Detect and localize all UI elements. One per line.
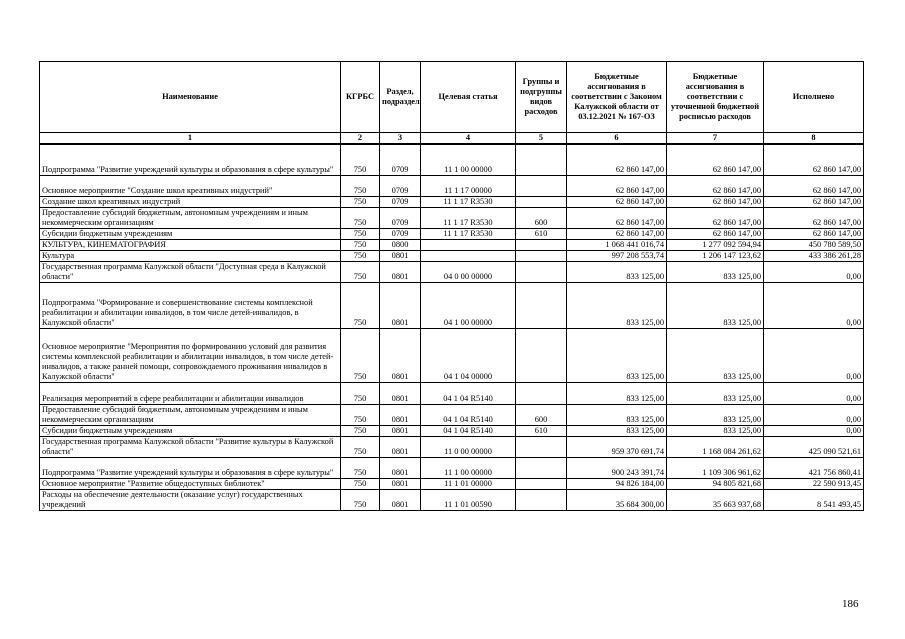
kgrbs-cell: 750 — [341, 382, 380, 404]
group-cell: 600 — [516, 207, 567, 228]
column-number-cell: 4 — [421, 133, 516, 145]
name-cell: Создание школ креативных индустрий — [40, 196, 341, 207]
law-amount-cell: 94 826 184,00 — [567, 478, 667, 489]
table-row — [40, 250, 864, 261]
target-cell: 11 1 17 R3530 — [421, 228, 516, 239]
column-number-cell: 8 — [764, 133, 864, 145]
target-cell: 11 1 17 00000 — [421, 175, 516, 196]
section-cell: 0800 — [380, 239, 421, 250]
name-cell: Расходы на обеспечение деятельности (оказание услуг) государственных учреждений — [40, 489, 341, 510]
refined-amount-cell: 833 125,00 — [667, 425, 764, 436]
table-row — [40, 228, 864, 239]
refined-amount-cell: 1 168 084 261,62 — [667, 436, 764, 457]
table-row — [40, 489, 864, 510]
group-cell — [516, 478, 567, 489]
kgrbs-cell: 750 — [341, 478, 380, 489]
table-row — [40, 261, 864, 282]
law-amount-cell: 833 125,00 — [567, 282, 667, 328]
section-cell: 0709 — [380, 175, 421, 196]
name-cell: Подпрограмма "Развитие учреждений культуры и образования в сфере культуры" — [40, 144, 341, 175]
refined-amount-cell: 833 125,00 — [667, 382, 764, 404]
refined-amount-cell: 62 860 147,00 — [667, 228, 764, 239]
name-cell: Предоставление субсидий бюджетным, автономным учреждениям и иным некоммерческим организациям — [40, 207, 341, 228]
group-cell — [516, 328, 567, 382]
kgrbs-cell: 750 — [341, 207, 380, 228]
name-cell: Основное мероприятие "Мероприятия по формированию условий для развития системы комплексной реабилитации и абилитации инвалидов, в том числе детей-инвалидов, а также ранней помощи, сопровождаемого проживания инвалидов в Калужской области" — [40, 328, 341, 382]
name-cell: Предоставление субсидий бюджетным, автономным учреждениям и иным некоммерческим организациям — [40, 404, 341, 425]
refined-amount-cell: 1 206 147 123,62 — [667, 250, 764, 261]
kgrbs-cell: 750 — [341, 250, 380, 261]
table-row — [40, 196, 864, 207]
column-number-cell: 1 — [40, 133, 341, 145]
refined-amount-cell: 35 663 937,68 — [667, 489, 764, 510]
header-row — [40, 62, 864, 133]
executed-amount-cell: 62 860 147,00 — [764, 196, 864, 207]
refined-amount-cell: 833 125,00 — [667, 404, 764, 425]
law-amount-cell: 62 860 147,00 — [567, 175, 667, 196]
table-row — [40, 207, 864, 228]
kgrbs-cell: 750 — [341, 239, 380, 250]
header-cell: Исполнено — [764, 62, 864, 133]
target-cell: 04 1 04 R5140 — [421, 404, 516, 425]
section-cell: 0801 — [380, 425, 421, 436]
refined-amount-cell: 62 860 147,00 — [667, 175, 764, 196]
group-cell: 610 — [516, 228, 567, 239]
executed-amount-cell: 62 860 147,00 — [764, 175, 864, 196]
table-row — [40, 144, 864, 175]
law-amount-cell: 833 125,00 — [567, 404, 667, 425]
name-cell: Реализация мероприятий в сфере реабилитации и абилитации инвалидов — [40, 382, 341, 404]
section-cell: 0801 — [380, 328, 421, 382]
kgrbs-cell: 750 — [341, 228, 380, 239]
table-row — [40, 425, 864, 436]
executed-amount-cell: 62 860 147,00 — [764, 228, 864, 239]
table-row — [40, 282, 864, 328]
law-amount-cell: 1 068 441 016,74 — [567, 239, 667, 250]
section-cell: 0709 — [380, 196, 421, 207]
target-cell: 11 1 01 00000 — [421, 478, 516, 489]
table-row — [40, 478, 864, 489]
kgrbs-cell: 750 — [341, 175, 380, 196]
group-cell: 600 — [516, 404, 567, 425]
target-cell — [421, 239, 516, 250]
refined-amount-cell: 833 125,00 — [667, 261, 764, 282]
refined-amount-cell: 94 805 821,68 — [667, 478, 764, 489]
executed-amount-cell: 421 756 860,41 — [764, 457, 864, 478]
header-cell: Целевая статья — [421, 62, 516, 133]
kgrbs-cell: 750 — [341, 436, 380, 457]
law-amount-cell: 35 684 300,00 — [567, 489, 667, 510]
header-cell: Бюджетные ассигнования в соответствии с Законом Калужской области от 03.12.2021 № 167-ОЗ — [567, 62, 667, 133]
group-cell: 610 — [516, 425, 567, 436]
law-amount-cell: 62 860 147,00 — [567, 144, 667, 175]
budget-table — [39, 61, 864, 511]
group-cell — [516, 196, 567, 207]
header-cell: Группы и подгруппы видов расходов — [516, 62, 567, 133]
table-row — [40, 328, 864, 382]
law-amount-cell: 62 860 147,00 — [567, 228, 667, 239]
executed-amount-cell: 0,00 — [764, 382, 864, 404]
executed-amount-cell: 450 780 589,50 — [764, 239, 864, 250]
section-cell: 0801 — [380, 489, 421, 510]
group-cell — [516, 239, 567, 250]
target-cell: 11 1 17 R3530 — [421, 207, 516, 228]
law-amount-cell: 900 243 391,74 — [567, 457, 667, 478]
refined-amount-cell: 62 860 147,00 — [667, 207, 764, 228]
name-cell: Подпрограмма "Развитие учреждений культуры и образования в сфере культуры" — [40, 457, 341, 478]
law-amount-cell: 959 370 691,74 — [567, 436, 667, 457]
executed-amount-cell: 0,00 — [764, 404, 864, 425]
refined-amount-cell: 1 109 306 961,62 — [667, 457, 764, 478]
header-cell: КГРБС — [341, 62, 380, 133]
name-cell: Государственная программа Калужской области "Доступная среда в Калужской области" — [40, 261, 341, 282]
target-cell — [421, 250, 516, 261]
law-amount-cell: 833 125,00 — [567, 328, 667, 382]
kgrbs-cell: 750 — [341, 489, 380, 510]
section-cell: 0709 — [380, 228, 421, 239]
law-amount-cell: 62 860 147,00 — [567, 207, 667, 228]
target-cell: 11 1 00 00000 — [421, 457, 516, 478]
header-cell: Раздел, подраздел — [380, 62, 421, 133]
kgrbs-cell: 750 — [341, 144, 380, 175]
group-cell — [516, 436, 567, 457]
name-cell: КУЛЬТУРА, КИНЕМАТОГРАФИЯ — [40, 239, 341, 250]
executed-amount-cell: 0,00 — [764, 282, 864, 328]
header-cell: Бюджетные ассигнования в соответствии с уточненной бюджетной росписью расходов — [667, 62, 764, 133]
name-cell: Подпрограмма "Формирование и совершенствование системы комплексной реабилитации и абилитации инвалидов, в том числе детей-инвалидов, в Калужской области" — [40, 282, 341, 328]
section-cell: 0801 — [380, 282, 421, 328]
column-number-cell: 3 — [380, 133, 421, 145]
name-cell: Культура — [40, 250, 341, 261]
section-cell: 0801 — [380, 404, 421, 425]
law-amount-cell: 833 125,00 — [567, 425, 667, 436]
kgrbs-cell: 750 — [341, 196, 380, 207]
target-cell: 04 1 04 R5140 — [421, 425, 516, 436]
section-cell: 0801 — [380, 250, 421, 261]
kgrbs-cell: 750 — [341, 261, 380, 282]
column-number-cell: 2 — [341, 133, 380, 145]
group-cell — [516, 457, 567, 478]
table-row — [40, 436, 864, 457]
table-row — [40, 382, 864, 404]
section-cell: 0709 — [380, 144, 421, 175]
kgrbs-cell: 750 — [341, 425, 380, 436]
executed-amount-cell: 0,00 — [764, 328, 864, 382]
target-cell: 11 1 01 00590 — [421, 489, 516, 510]
name-cell: Субсидии бюджетным учреждениям — [40, 228, 341, 239]
executed-amount-cell: 425 090 521,61 — [764, 436, 864, 457]
section-cell: 0801 — [380, 457, 421, 478]
table-row — [40, 457, 864, 478]
column-number-row — [40, 133, 864, 145]
law-amount-cell: 833 125,00 — [567, 261, 667, 282]
kgrbs-cell: 750 — [341, 282, 380, 328]
name-cell: Государственная программа Калужской области "Развитие культуры в Калужской области" — [40, 436, 341, 457]
target-cell: 04 0 00 00000 — [421, 261, 516, 282]
target-cell: 11 1 00 00000 — [421, 144, 516, 175]
table-body — [40, 144, 864, 510]
target-cell: 04 1 04 00000 — [421, 328, 516, 382]
law-amount-cell: 997 208 553,74 — [567, 250, 667, 261]
section-cell: 0801 — [380, 478, 421, 489]
name-cell: Основное мероприятие "Создание школ креативных индустрий" — [40, 175, 341, 196]
target-cell: 04 1 04 R5140 — [421, 382, 516, 404]
name-cell: Основное мероприятие "Развитие общедоступных библиотек" — [40, 478, 341, 489]
page-number: 186 — [842, 598, 859, 610]
target-cell: 11 1 17 R3530 — [421, 196, 516, 207]
group-cell — [516, 250, 567, 261]
column-number-cell: 5 — [516, 133, 567, 145]
refined-amount-cell: 833 125,00 — [667, 282, 764, 328]
section-cell: 0709 — [380, 207, 421, 228]
executed-amount-cell: 8 541 493,45 — [764, 489, 864, 510]
executed-amount-cell: 0,00 — [764, 425, 864, 436]
refined-amount-cell: 62 860 147,00 — [667, 144, 764, 175]
group-cell — [516, 144, 567, 175]
group-cell — [516, 175, 567, 196]
kgrbs-cell: 750 — [341, 404, 380, 425]
header-cell: Наименование — [40, 62, 341, 133]
refined-amount-cell: 833 125,00 — [667, 328, 764, 382]
column-number-cell: 6 — [567, 133, 667, 145]
executed-amount-cell: 0,00 — [764, 261, 864, 282]
kgrbs-cell: 750 — [341, 457, 380, 478]
kgrbs-cell: 750 — [341, 328, 380, 382]
group-cell — [516, 261, 567, 282]
executed-amount-cell: 22 590 913,45 — [764, 478, 864, 489]
target-cell: 11 0 00 00000 — [421, 436, 516, 457]
table-row — [40, 404, 864, 425]
section-cell: 0801 — [380, 382, 421, 404]
executed-amount-cell: 62 860 147,00 — [764, 207, 864, 228]
column-number-cell: 7 — [667, 133, 764, 145]
group-cell — [516, 282, 567, 328]
table-row — [40, 175, 864, 196]
law-amount-cell: 62 860 147,00 — [567, 196, 667, 207]
executed-amount-cell: 62 860 147,00 — [764, 144, 864, 175]
target-cell: 04 1 00 00000 — [421, 282, 516, 328]
executed-amount-cell: 433 386 261,28 — [764, 250, 864, 261]
section-cell: 0801 — [380, 436, 421, 457]
refined-amount-cell: 62 860 147,00 — [667, 196, 764, 207]
section-cell: 0801 — [380, 261, 421, 282]
name-cell: Субсидии бюджетным учреждениям — [40, 425, 341, 436]
table-row — [40, 239, 864, 250]
group-cell — [516, 489, 567, 510]
group-cell — [516, 382, 567, 404]
refined-amount-cell: 1 277 092 594,94 — [667, 239, 764, 250]
law-amount-cell: 833 125,00 — [567, 382, 667, 404]
